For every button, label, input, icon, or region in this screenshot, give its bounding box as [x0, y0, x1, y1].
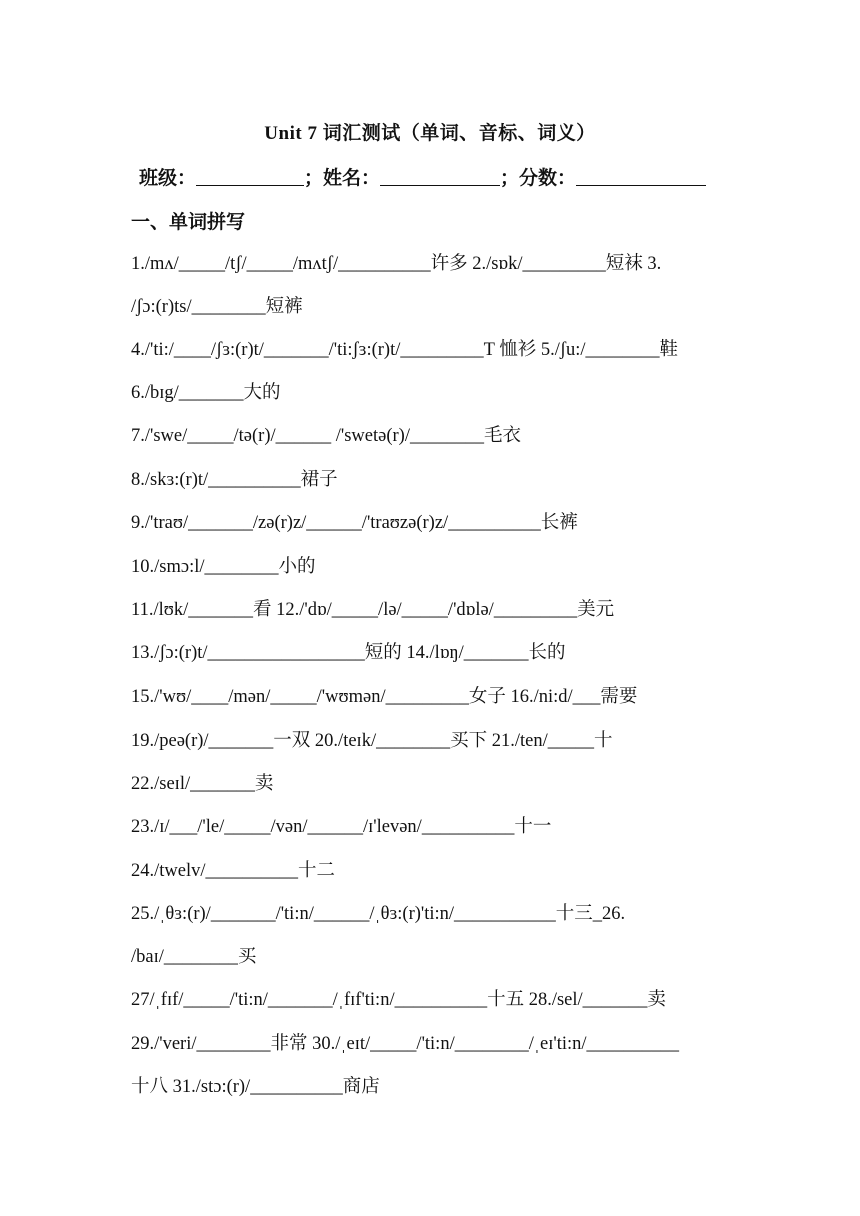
exercise-line: 11./lʊk/_______看 12./'dɒ/_____/lə/_____/'dɒlə/_________美元 [131, 600, 615, 620]
worksheet-title: Unit 7 词汇测试（单词、音标、词义） [264, 123, 596, 144]
exercise-line: 6./bɪg/_______大的 [131, 383, 281, 403]
exercise-line: 29./'veri/________非常 30./ˌeɪt/_____/'ti:n/________/ˌeɪ'ti:n/__________ [131, 1034, 680, 1054]
exercise-line: 15./'wʊ/____/mən/_____/'wʊmən/_________女子 16./ni:d/___需要 [131, 687, 638, 707]
class-label: 班级： [139, 168, 197, 189]
name-label: ；姓名： [304, 168, 381, 189]
exercise-line: 10./smɔ:l/________小的 [131, 557, 316, 577]
section-heading: 一、单词拼写 [131, 212, 246, 233]
class-blank [196, 167, 304, 186]
exercise-line: 22./seɪl/_______卖 [131, 774, 274, 794]
exercise-line: /baɪ/________买 [131, 947, 257, 967]
exercise-line: 19./peə(r)/_______一双 20./teɪk/________买下 21./ten/_____十 [131, 731, 613, 751]
score-blank [576, 167, 706, 186]
exercise-line: 8./skɜ:(r)t/__________裙子 [131, 470, 338, 490]
exercise-line: 十八 31./stɔ:(r)/__________商店 [131, 1077, 380, 1097]
student-info-row [139, 163, 706, 190]
exercise-line: 13./ʃɔ:(r)t/_________________短的 14./lɒŋ/_______长的 [131, 643, 566, 663]
exercise-line: 25./ˌθɜ:(r)/_______/'ti:n/______/ˌθɜ:(r)'ti:n/___________十三_26. [131, 904, 626, 924]
name-blank [380, 167, 500, 186]
exercise-line: 7./'swe/_____/tə(r)/______ /'swetə(r)/________毛衣 [131, 426, 521, 446]
score-label: ；分数： [500, 168, 577, 189]
exercise-line: 4./'ti:/____/ʃɜ:(r)t/_______/'ti:ʃɜ:(r)t/_________T 恤衫 5./ʃu:/________鞋 [131, 340, 679, 360]
exercise-line: /ʃɔ:(r)ts/________短裤 [131, 297, 303, 317]
exercise-line: 24./twelv/__________十二 [131, 861, 336, 881]
exercise-line: 27/ˌfɪf/_____/'ti:n/_______/ˌfɪf'ti:n/__________十五 28./sel/_______卖 [131, 990, 666, 1010]
exercise-line: 1./mʌ/_____/tʃ/_____/mʌtʃ/__________许多 2./sɒk/_________短袜 3. [131, 254, 662, 274]
exercise-line: 9./'traʊ/_______/zə(r)z/______/'traʊzə(r)z/__________长裤 [131, 513, 578, 533]
exercise-line: 23./ɪ/___/'le/_____/vən/______/ɪ'levən/__________十一 [131, 817, 552, 837]
